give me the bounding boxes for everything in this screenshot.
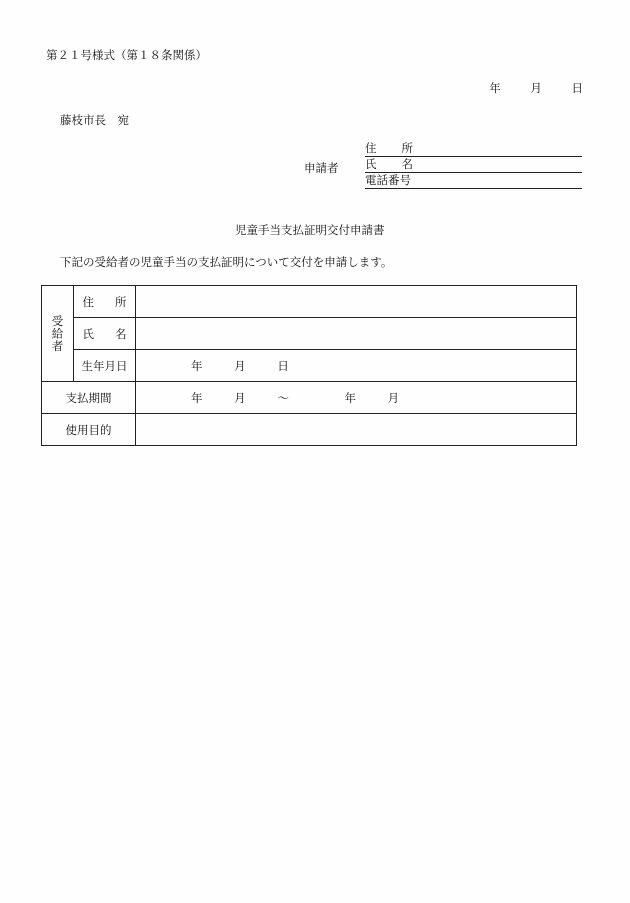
addressee: 藤枝市長 宛 bbox=[60, 113, 129, 127]
table-row bbox=[42, 318, 577, 350]
purpose-input[interactable] bbox=[136, 414, 577, 446]
table-row bbox=[42, 414, 577, 446]
birth-month-label: 月 bbox=[234, 358, 246, 373]
recipient-group-label: 受給者 bbox=[50, 314, 65, 353]
period-start-month-label: 月 bbox=[234, 390, 246, 405]
recipient-group-cell bbox=[42, 286, 74, 382]
birthdate-label: 生年月日 bbox=[81, 358, 128, 373]
recipient-name-input[interactable] bbox=[136, 318, 577, 350]
applicant-name-label: 氏 名 bbox=[365, 157, 413, 171]
table-row bbox=[42, 350, 577, 382]
recipient-name-label-cell bbox=[74, 318, 136, 350]
form-number: 第２１号様式（第１８条関係） bbox=[46, 48, 207, 62]
applicant-phone-field[interactable] bbox=[365, 173, 582, 189]
recipient-address-label-cell bbox=[74, 286, 136, 318]
date-year-label: 年 bbox=[489, 81, 501, 95]
recipient-address-input[interactable] bbox=[136, 286, 577, 318]
birthdate-label-cell bbox=[74, 350, 136, 382]
date-month-label: 月 bbox=[530, 81, 542, 95]
period-label: 支払期間 bbox=[65, 390, 112, 405]
application-table bbox=[41, 285, 577, 446]
recipient-name-label: 氏 名 bbox=[82, 326, 127, 341]
date-day-label: 日 bbox=[571, 81, 583, 95]
applicant-label: 申請者 bbox=[304, 161, 339, 175]
applicant-address-field[interactable] bbox=[365, 141, 582, 157]
birthdate-input[interactable] bbox=[136, 350, 577, 382]
recipient-address-label: 住 所 bbox=[82, 294, 127, 309]
applicant-phone-label: 電話番号 bbox=[365, 173, 411, 187]
purpose-label: 使用目的 bbox=[65, 422, 112, 437]
applicant-address-label: 住 所 bbox=[365, 141, 413, 155]
period-end-month-label: 月 bbox=[387, 390, 400, 405]
period-input[interactable] bbox=[136, 382, 577, 414]
period-label-cell bbox=[42, 382, 136, 414]
purpose-label-cell bbox=[42, 414, 136, 446]
date-line bbox=[463, 80, 583, 96]
table-row bbox=[42, 286, 577, 318]
period-separator: ～ bbox=[277, 390, 289, 405]
table-row bbox=[42, 382, 577, 414]
document-title: 児童手当支払証明交付申請書 bbox=[235, 223, 385, 237]
period-end-year-label: 年 bbox=[344, 390, 356, 405]
period-start-year-label: 年 bbox=[191, 390, 203, 405]
document-intro: 下記の受給者の児童手当の支払証明について交付を申請します。 bbox=[60, 255, 393, 269]
birth-year-label: 年 bbox=[191, 358, 203, 373]
applicant-name-field[interactable] bbox=[365, 157, 582, 173]
birth-day-label: 日 bbox=[277, 358, 289, 373]
